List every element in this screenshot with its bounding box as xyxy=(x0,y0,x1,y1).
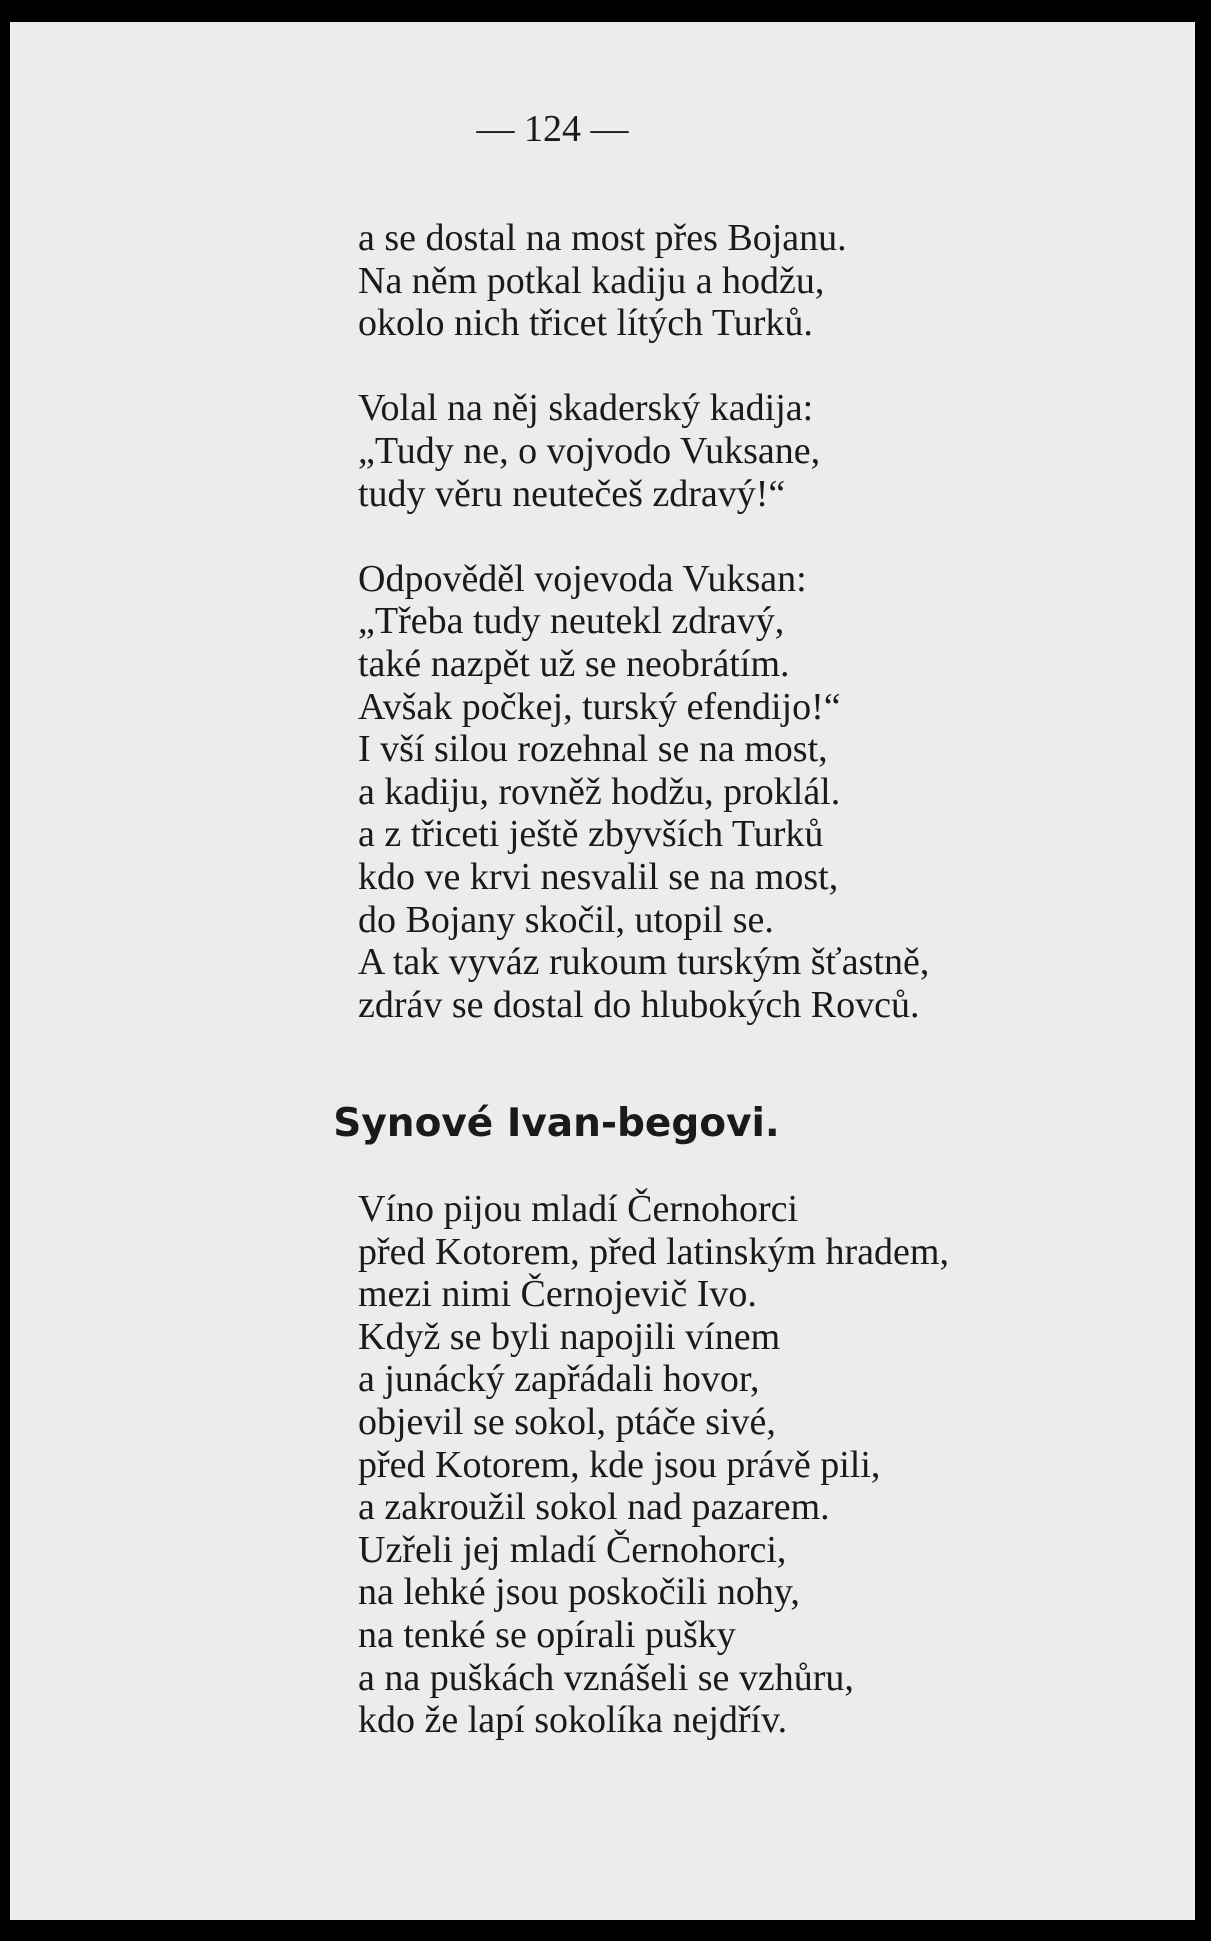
poem-title: Synové Ivan-begovi. xyxy=(333,1101,780,1146)
poem-line: Volal na něj skaderský kadija: xyxy=(358,387,814,430)
poem-line: na lehké jsou poskočili nohy, xyxy=(358,1571,800,1614)
poem-line: a se dostal na most přes Bojanu. xyxy=(358,217,847,259)
new-poem-body xyxy=(358,1188,949,1742)
poem-line: před Kotorem, před latinským hradem, xyxy=(358,1230,949,1273)
poem-continuation xyxy=(358,217,929,1026)
poem-line: na tenké se opírali pušky xyxy=(358,1613,736,1656)
poem-line: Avšak počkej, turský efendijo!“ xyxy=(358,685,841,728)
poem-line: a z třiceti ještě zbyvších Turků xyxy=(358,813,824,856)
poem-line: Víno pijou mladí Černohorci xyxy=(358,1188,799,1230)
poem-line: a kadiju, rovněž hodžu, proklál. xyxy=(358,770,841,813)
stanza-break xyxy=(358,345,929,388)
poem-line: Když se byli napojili vínem xyxy=(358,1315,781,1358)
poem-line: před Kotorem, kde jsou právě pili, xyxy=(358,1443,881,1486)
poem-line: I vší silou rozehnal se na most, xyxy=(358,728,828,771)
page-number: — 124 — xyxy=(476,108,629,150)
poem-line: kdo že lapí sokolíka nejdřív. xyxy=(358,1699,788,1742)
poem-line: zdráv se dostal do hlubokých Rovců. xyxy=(358,983,920,1026)
poem-line: do Bojany skočil, utopil se. xyxy=(358,898,774,941)
poem-line: kdo ve krvi nesvalil se na most, xyxy=(358,855,839,898)
poem-line: Na něm potkal kadiju a hodžu, xyxy=(358,259,825,302)
poem-line: „Třeba tudy neutekl zdravý, xyxy=(358,600,785,643)
poem-line: „Tudy ne, o vojvodo Vuksane, xyxy=(358,429,821,472)
stanza-break xyxy=(358,515,929,558)
poem-line: mezi nimi Černojevič Ivo. xyxy=(358,1273,757,1316)
poem-line: tudy věru neutečeš zdravý!“ xyxy=(358,472,786,515)
poem-line: také nazpět už se neobrátím. xyxy=(358,642,790,685)
poem-line: okolo nich třicet lítých Turků. xyxy=(358,302,813,345)
poem-line: a junácký zapřádali hovor, xyxy=(358,1358,760,1401)
poem-line: a zakroužil sokol nad pazarem. xyxy=(358,1486,830,1529)
poem-line: Uzřeli jej mladí Černohorci, xyxy=(358,1528,787,1571)
poem-line: a na puškách vznášeli se vzhůru, xyxy=(358,1656,854,1699)
poem-line: Odpověděl vojevoda Vuksan: xyxy=(358,557,807,600)
poem-line: objevil se sokol, ptáče sivé, xyxy=(358,1400,776,1443)
poem-line: A tak vyváz rukoum turským šťastně, xyxy=(358,941,930,984)
book-page xyxy=(10,22,1195,1920)
